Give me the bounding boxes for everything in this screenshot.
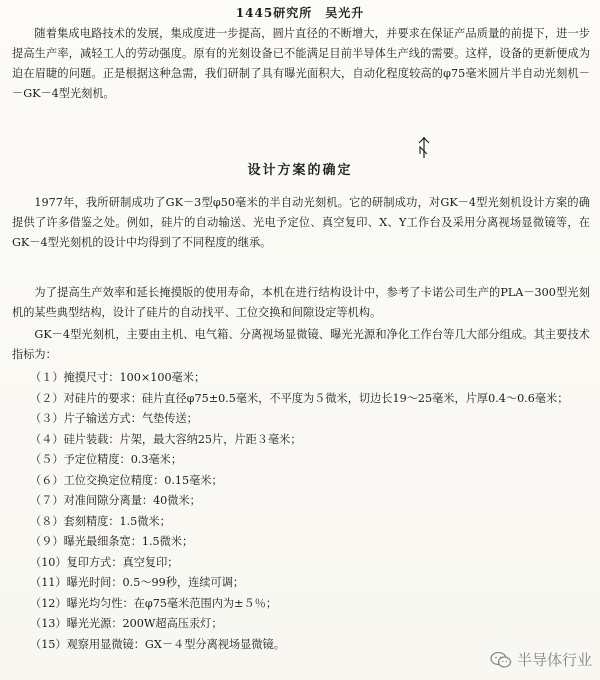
spec-item: （５）予定位精度：0.3毫米；	[30, 453, 183, 466]
source-watermark	[490, 649, 592, 670]
spec-item: （12）曝光均匀性：在φ75毫米范围内为±５％；	[30, 596, 278, 610]
design-paragraph: 为了提高生产效率和延长掩摸版的使用寿命，本机在进行结构设计中，参考了卡诺公司生产的PLA－300型光刻机的某些典型结构，设计了硅片的自动找平、工位交换和间隙设定等机构。	[12, 286, 590, 319]
section-heading: 设计方案的确定	[247, 163, 353, 178]
spec-item: （４）硅片装载：片架，最大容纳25片，片距３毫米；	[30, 432, 302, 446]
spec-item: （８）套刻精度：1.5微米；	[30, 514, 171, 528]
spec-item: （６）工位交换定位精度：0.15毫米；	[30, 473, 223, 487]
spec-item: （７）对准间隙分离量：40微米；	[30, 494, 201, 507]
components-paragraph: GK－4型光刻机，主要由主机、电气箱、分离视场显微镜、曝光光源和净化工作台等几大部分组成。其主要技术指标为：	[12, 328, 590, 361]
history-paragraph: 1977年，我所研制成功了GK－3型φ50毫米的半自动光刻机。它的研制成功，对GK－4型光刻机设计方案的确提供了许多借鉴之处。例如，硅片的自动输送、光电予定位、真空复印、X、Y工作台及采用分离视场显微镜等，在GK－4型光刻机的设计中均得到了不同程度的继承。	[12, 196, 590, 249]
watermark-text: 半导体行业	[516, 651, 592, 669]
spec-item: （１）掩摸尺寸：100×100毫米；	[30, 371, 206, 384]
spec-item: （11）曝光时间：0.5～99秒，连续可调；	[30, 576, 245, 589]
spec-item: （13）曝光光源：200W超高压汞灯；	[30, 617, 223, 630]
spec-item: （９）曝光最细条宽：1.5微米；	[30, 535, 194, 548]
author-byline: 1445研究所 吴光升	[235, 6, 365, 20]
spec-item: （10）复印方式：真空复印；	[30, 555, 179, 569]
intro-paragraph: 随着集成电路技术的发展，集成度进一步提高，圆片直径的不断增大，并要求在保证产品质量的前提下，进一步提高生产率，减轻工人的劳动强度。原有的光刻设备已不能满足目前半导体生产线的需要。这样，设备的更新便成为迫在眉睫的问题。正是根据这种急需，我们研制了具有曝光面积大，自动化程度较高的φ75毫米圆片半自动光刻机－－GK－4型光刻机。	[12, 27, 590, 100]
wechat-icon	[490, 651, 512, 669]
spec-item: （15）观察用显微镜：GX－４型分离视场显微镜。	[30, 637, 285, 651]
spec-list	[30, 368, 590, 655]
spec-item: （３）片子输送方式：气垫传送；	[30, 412, 198, 425]
spec-item: （２）对硅片的要求：硅片直径φ75±0.5毫米，不平度为５微米，切边长19～25毫米，片厚0.4～0.6毫米；	[30, 391, 569, 405]
handwritten-mark-icon	[418, 137, 430, 159]
